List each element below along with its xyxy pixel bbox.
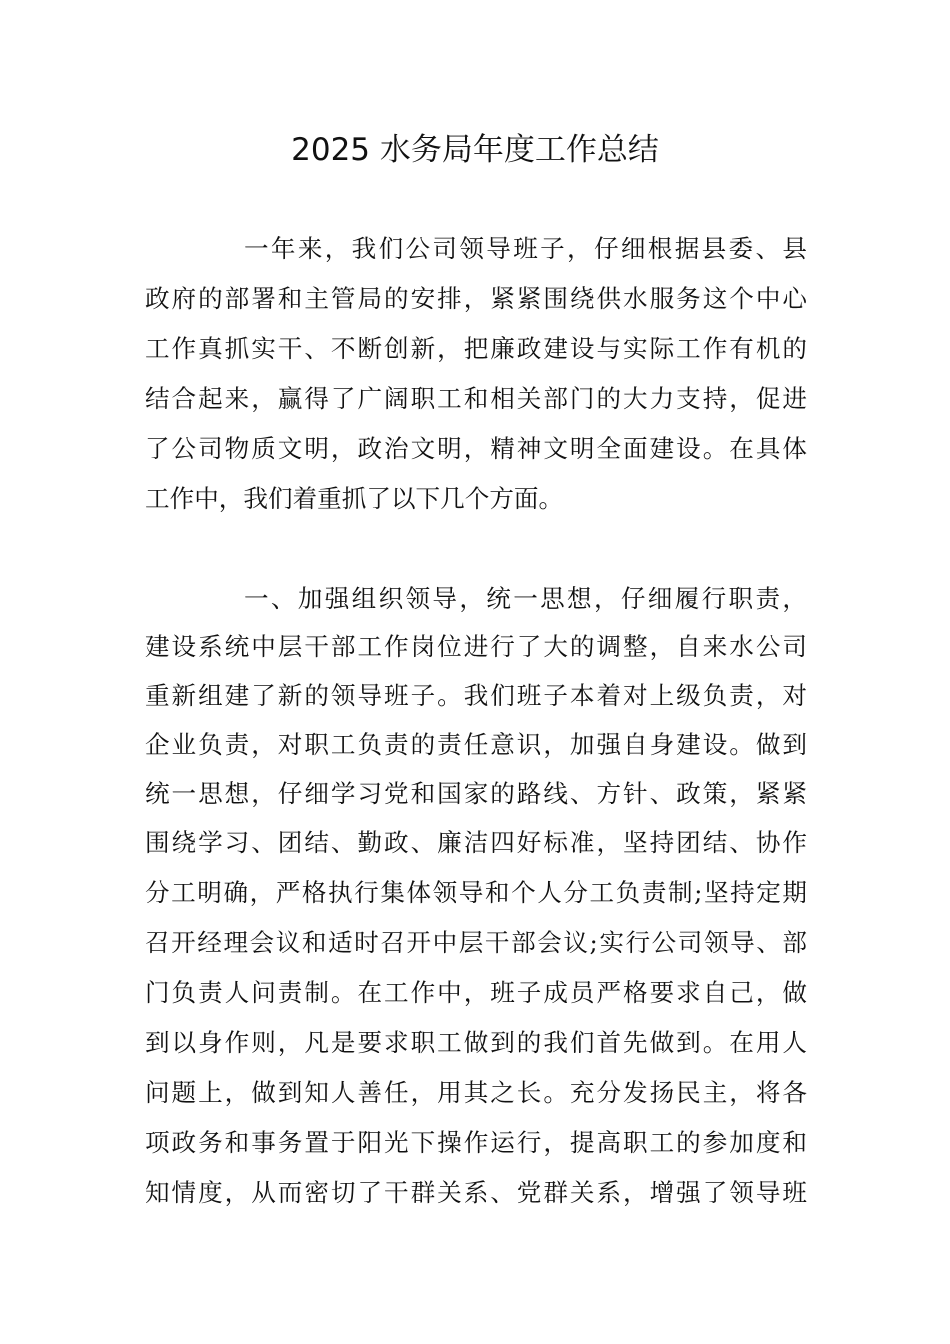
text-line: 一、加强组织领导，统一思想，仔细履行职责， bbox=[244, 584, 807, 613]
text-line: 召开经理会议和适时召开中层干部会议;实行公司领导、部 bbox=[145, 928, 807, 957]
text-line: 分工明确，严格执行集体领导和个人分工负责制;坚持定期 bbox=[145, 878, 807, 907]
text-line: 重新组建了新的领导班子。我们班子本着对上级负责，对 bbox=[145, 681, 807, 710]
text-line: 到以身作则，凡是要求职工做到的我们首先做到。在用人 bbox=[145, 1028, 807, 1057]
text-line: 问题上，做到知人善任，用其之长。充分发扬民主，将各 bbox=[145, 1078, 807, 1107]
text-line: 建设系统中层干部工作岗位进行了大的调整，自来水公司 bbox=[145, 632, 807, 661]
text-line: 项政务和事务置于阳光下操作运行，提高职工的参加度和 bbox=[145, 1128, 807, 1157]
document-title: 2025 水务局年度工作总结 bbox=[291, 132, 659, 168]
text-line: 政府的部署和主管局的安排，紧紧围绕供水服务这个中心 bbox=[145, 284, 807, 313]
text-line: 门负责人问责制。在工作中，班子成员严格要求自己，做 bbox=[145, 978, 807, 1007]
text-line: 工作中，我们着重抓了以下几个方面。 bbox=[145, 484, 564, 513]
text-line: 工作真抓实干、不断创新，把廉政建设与实际工作有机的 bbox=[145, 334, 807, 363]
text-line: 结合起来，赢得了广阔职工和相关部门的大力支持，促进 bbox=[145, 384, 807, 413]
text-line: 一年来，我们公司领导班子，仔细根据县委、县 bbox=[244, 234, 807, 263]
text-line: 知情度，从而密切了干群关系、党群关系，增强了领导班 bbox=[145, 1178, 807, 1207]
text-line: 统一思想，仔细学习党和国家的路线、方针、政策，紧紧 bbox=[145, 779, 807, 808]
text-line: 企业负责，对职工负责的责任意识，加强自身建设。做到 bbox=[145, 730, 807, 759]
text-line: 围绕学习、团结、勤政、廉洁四好标准，坚持团结、协作 bbox=[145, 828, 807, 857]
text-line: 了公司物质文明，政治文明，精神文明全面建设。在具体 bbox=[145, 434, 807, 463]
